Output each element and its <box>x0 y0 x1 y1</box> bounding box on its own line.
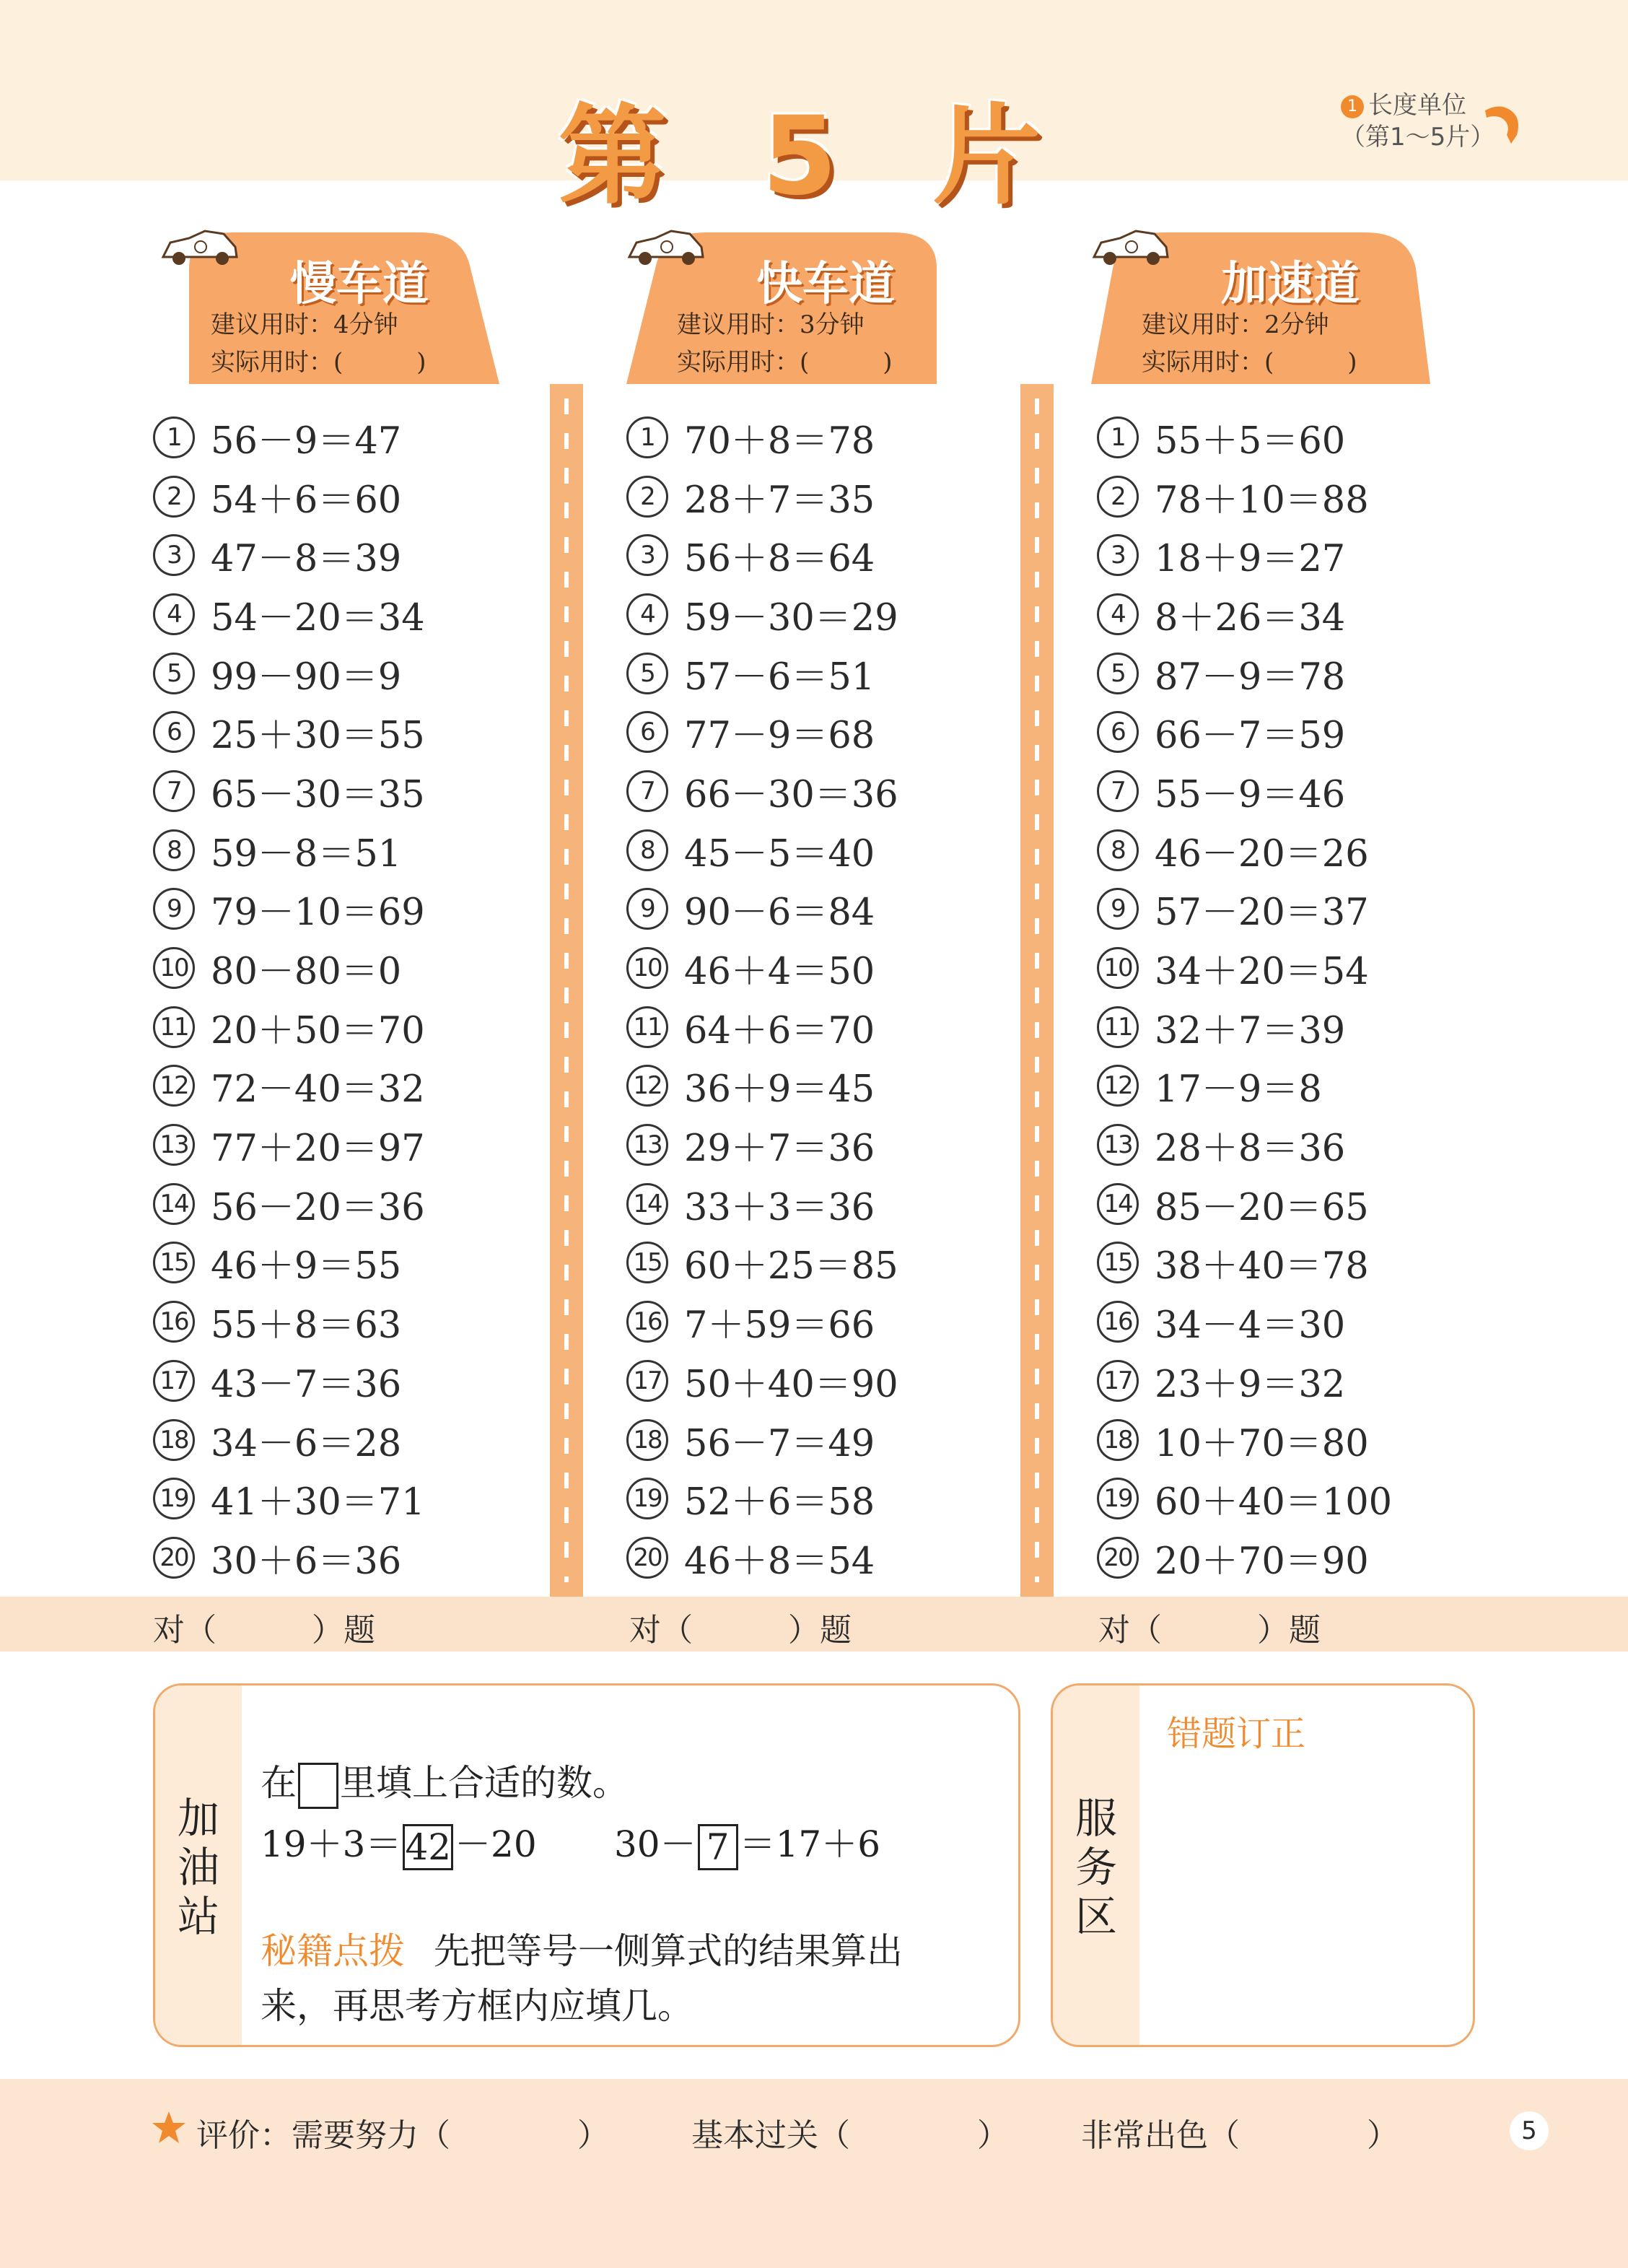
score-accel: 对（ ）题 <box>1098 1612 1321 1649</box>
problem-text: 56－20＝36 <box>211 1186 425 1229</box>
problem-number: 14 <box>1097 1183 1139 1225</box>
problem-row <box>1097 1528 1392 1587</box>
problem-number: 2 <box>153 476 195 518</box>
problem-text: 56－7＝49 <box>684 1422 875 1465</box>
problem-number: 18 <box>1097 1419 1139 1461</box>
problem-text: 55＋8＝63 <box>211 1304 402 1348</box>
eval-needs-effort: 评价：需要努力（ ） <box>196 2117 609 2154</box>
problem-text: 20＋50＝70 <box>211 1009 425 1052</box>
problem-number: 4 <box>1097 593 1139 635</box>
problem-number: 5 <box>626 653 668 694</box>
problem-row <box>1097 998 1392 1057</box>
problem-row <box>1097 644 1392 703</box>
problem-text: 46＋8＝54 <box>684 1540 875 1583</box>
actual-time: 实际用时：( ) <box>1142 348 1357 377</box>
problem-row <box>153 1234 425 1293</box>
race-car-icon <box>1091 225 1170 269</box>
problem-text: 7＋59＝66 <box>684 1304 875 1348</box>
problem-number: 12 <box>626 1065 668 1107</box>
problem-number: 20 <box>1097 1537 1139 1579</box>
correction-title: 错题订正 <box>1167 1714 1306 1754</box>
problem-number: 7 <box>626 770 668 812</box>
problem-number: 10 <box>626 947 668 989</box>
problem-number: 17 <box>1097 1360 1139 1402</box>
race-car-icon <box>160 225 240 269</box>
problem-number: 5 <box>1097 653 1139 694</box>
problem-number: 20 <box>153 1537 195 1579</box>
equation-2: 30－ 7 ＝17＋6 <box>614 1815 880 1870</box>
problem-row <box>153 1469 425 1528</box>
problem-row <box>153 1410 425 1470</box>
problem-number: 16 <box>1097 1301 1139 1343</box>
problem-text: 41＋30＝71 <box>211 1481 425 1525</box>
problem-number: 20 <box>626 1537 668 1579</box>
star-icon <box>150 2109 188 2147</box>
score-fast: 对（ ）题 <box>629 1612 852 1649</box>
problem-row <box>1097 1174 1392 1234</box>
empty-box <box>298 1763 338 1809</box>
problem-text: 55－9＝46 <box>1155 773 1346 816</box>
problem-row <box>153 1351 425 1410</box>
problem-row <box>153 467 425 526</box>
problem-row <box>626 467 898 526</box>
problem-number: 4 <box>626 593 668 635</box>
problem-row <box>626 998 898 1057</box>
problem-text: 38＋40＝78 <box>1155 1245 1369 1288</box>
problem-number: 1 <box>626 416 668 458</box>
problem-text: 34－6＝28 <box>211 1422 402 1465</box>
problem-text: 10＋70＝80 <box>1155 1422 1369 1465</box>
lane-divider <box>550 384 583 1597</box>
problem-number: 8 <box>153 829 195 871</box>
equation-1: 19＋3＝ 42 －20 <box>261 1815 537 1870</box>
problem-number: 12 <box>153 1065 195 1107</box>
problem-number: 16 <box>153 1301 195 1343</box>
problem-row <box>1097 821 1392 880</box>
problem-text: 43－7＝36 <box>211 1363 402 1406</box>
problem-text: 45－5＝40 <box>684 832 875 876</box>
lane-header-accel <box>1091 225 1430 384</box>
problem-number: 7 <box>153 770 195 812</box>
problem-row <box>626 1528 898 1587</box>
problem-row <box>153 998 425 1057</box>
problem-number: 11 <box>1097 1006 1139 1048</box>
problem-text: 77＋20＝97 <box>211 1128 425 1171</box>
problem-row <box>626 702 898 762</box>
problem-text: 33＋3＝36 <box>684 1186 875 1229</box>
problem-row <box>626 1115 898 1174</box>
problem-number: 9 <box>626 888 668 930</box>
page-title: 第 5 片 <box>558 94 1070 219</box>
problem-row <box>1097 408 1392 467</box>
problem-number: 6 <box>1097 711 1139 753</box>
problem-row <box>1097 1410 1392 1470</box>
problem-list-fast <box>626 408 898 1587</box>
problem-number: 3 <box>626 534 668 576</box>
problem-row <box>626 1351 898 1410</box>
problem-row <box>153 880 425 939</box>
unit-range: （第1～5片） <box>1341 123 1495 152</box>
problem-text: 90－6＝84 <box>684 891 875 935</box>
problem-text: 72－40＝32 <box>211 1068 425 1112</box>
problem-text: 60＋25＝85 <box>684 1245 898 1288</box>
problem-number: 6 <box>626 711 668 753</box>
problem-text: 29＋7＝36 <box>684 1128 875 1171</box>
problem-row <box>153 938 425 998</box>
problem-row <box>626 938 898 998</box>
problem-row <box>1097 585 1392 644</box>
problem-number: 9 <box>1097 888 1139 930</box>
problem-row <box>626 821 898 880</box>
problem-text: 59－8＝51 <box>211 832 402 876</box>
problem-number: 10 <box>1097 947 1139 989</box>
problem-row <box>626 1292 898 1351</box>
lane-header-fast <box>626 225 966 384</box>
problem-number: 7 <box>1097 770 1139 812</box>
suggested-time: 建议用时：4分钟 <box>211 310 398 339</box>
problem-row <box>153 1292 425 1351</box>
problem-row <box>626 408 898 467</box>
problem-number: 15 <box>626 1242 668 1283</box>
problem-number: 13 <box>1097 1124 1139 1166</box>
problem-number: 17 <box>626 1360 668 1402</box>
problem-text: 36＋9＝45 <box>684 1068 875 1112</box>
problem-text: 54＋6＝60 <box>211 479 402 522</box>
actual-time: 实际用时：( ) <box>677 348 893 377</box>
problem-number: 8 <box>1097 829 1139 871</box>
unit-tag <box>1341 90 1494 153</box>
gas-station-panel <box>153 1683 1020 2047</box>
problem-row <box>626 1174 898 1234</box>
problem-row <box>1097 880 1392 939</box>
problem-text: 34＋20＝54 <box>1155 951 1369 994</box>
lane-title: 快车道 <box>756 258 895 311</box>
lane-title: 慢车道 <box>290 258 429 311</box>
problem-text: 87－9＝78 <box>1155 655 1346 699</box>
instruction: 在 里填上合适的数。 <box>261 1754 629 1809</box>
problem-text: 50＋40＝90 <box>684 1363 898 1406</box>
problem-text: 28＋7＝35 <box>684 479 875 522</box>
problem-row <box>1097 467 1392 526</box>
problem-row <box>1097 525 1392 585</box>
problem-text: 64＋6＝70 <box>684 1009 875 1052</box>
pointing-hand-icon <box>1479 97 1530 148</box>
problem-number: 8 <box>626 829 668 871</box>
problem-text: 65－30＝35 <box>211 773 425 816</box>
problem-number: 15 <box>153 1242 195 1283</box>
eval-excellent: 非常出色（ ） <box>1081 2117 1399 2154</box>
problem-list-accel <box>1097 408 1392 1587</box>
problem-row <box>153 525 425 585</box>
problem-row <box>153 1057 425 1116</box>
problem-number: 13 <box>153 1124 195 1166</box>
problem-row <box>1097 702 1392 762</box>
problem-row <box>1097 1292 1392 1351</box>
problem-number: 1 <box>153 416 195 458</box>
problem-number: 18 <box>626 1419 668 1461</box>
lane-divider <box>1020 384 1054 1597</box>
problem-row <box>153 762 425 821</box>
problem-text: 78＋10＝88 <box>1155 479 1369 522</box>
problem-number: 11 <box>153 1006 195 1048</box>
service-area-panel <box>1051 1683 1475 2047</box>
problem-number: 4 <box>153 593 195 635</box>
page-number: 5 <box>1510 2111 1549 2150</box>
problem-text: 55＋5＝60 <box>1155 419 1346 463</box>
problem-number: 3 <box>153 534 195 576</box>
problem-text: 52＋6＝58 <box>684 1481 875 1525</box>
problem-row <box>626 585 898 644</box>
problem-text: 85－20＝65 <box>1155 1186 1369 1229</box>
problem-row <box>153 1528 425 1587</box>
problem-text: 66－30＝36 <box>684 773 898 816</box>
problem-text: 46－20＝26 <box>1155 832 1369 876</box>
problem-row <box>626 1057 898 1116</box>
problem-text: 56－9＝47 <box>211 419 402 463</box>
problem-number: 13 <box>626 1124 668 1166</box>
problem-row <box>626 525 898 585</box>
problem-row <box>1097 1057 1392 1116</box>
problem-row <box>626 1410 898 1470</box>
problem-number: 19 <box>153 1478 195 1519</box>
problem-text: 79－10＝69 <box>211 891 425 935</box>
suggested-time: 建议用时：3分钟 <box>677 310 865 339</box>
problem-text: 56＋8＝64 <box>684 538 875 581</box>
problem-text: 77－9＝68 <box>684 715 875 758</box>
problem-row <box>1097 1351 1392 1410</box>
problem-number: 19 <box>1097 1478 1139 1519</box>
problem-text: 54－20＝34 <box>211 596 425 640</box>
problem-row <box>153 702 425 762</box>
problem-number: 1 <box>1097 416 1139 458</box>
problem-text: 57－6＝51 <box>684 655 875 699</box>
problem-number: 15 <box>1097 1242 1139 1283</box>
tip-line-2: 来，再思考方框内应填几。 <box>261 1985 693 2027</box>
problem-row <box>626 644 898 703</box>
problem-row <box>153 821 425 880</box>
problem-row <box>1097 938 1392 998</box>
evaluation-band <box>0 2079 1628 2268</box>
problem-text: 30＋6＝36 <box>211 1540 402 1583</box>
problem-row <box>626 1469 898 1528</box>
problem-row <box>626 1234 898 1293</box>
problem-row <box>626 880 898 939</box>
tip-title: 秘籍点拨 <box>261 1930 405 1972</box>
actual-time: 实际用时：( ) <box>211 348 426 377</box>
problem-text: 25＋30＝55 <box>211 715 425 758</box>
problem-row <box>626 762 898 821</box>
answer-box: 42 <box>403 1824 453 1870</box>
problem-number: 18 <box>153 1419 195 1461</box>
problem-row <box>1097 1469 1392 1528</box>
unit-index-badge: 1 <box>1341 95 1364 118</box>
problem-row <box>1097 762 1392 821</box>
problem-number: 2 <box>1097 476 1139 518</box>
problem-number: 9 <box>153 888 195 930</box>
problem-number: 19 <box>626 1478 668 1519</box>
problem-number: 17 <box>153 1360 195 1402</box>
problem-list-slow <box>153 408 425 1587</box>
problem-row <box>153 1115 425 1174</box>
problem-number: 3 <box>1097 534 1139 576</box>
problem-row <box>1097 1115 1392 1174</box>
problem-text: 47－8＝39 <box>211 538 402 581</box>
score-slow: 对（ ）题 <box>153 1612 375 1649</box>
problem-text: 59－30＝29 <box>684 596 898 640</box>
problem-number: 12 <box>1097 1065 1139 1107</box>
problem-number: 2 <box>626 476 668 518</box>
problem-row <box>153 644 425 703</box>
problem-text: 80－80＝0 <box>211 951 402 994</box>
service-label: 服 务 区 <box>1075 1794 1117 1941</box>
station-label: 加 油 站 <box>177 1794 219 1941</box>
problem-row <box>153 408 425 467</box>
answer-box: 7 <box>698 1824 738 1870</box>
problem-row <box>153 1174 425 1234</box>
problem-text: 18＋9＝27 <box>1155 538 1346 581</box>
problem-text: 17－9＝8 <box>1155 1068 1322 1112</box>
problem-text: 34－4＝30 <box>1155 1304 1346 1348</box>
problem-text: 46＋4＝50 <box>684 951 875 994</box>
problem-number: 6 <box>153 711 195 753</box>
eval-basic: 基本过关（ ） <box>691 2117 1009 2154</box>
problem-text: 99－90＝9 <box>211 655 402 699</box>
problem-number: 11 <box>626 1006 668 1048</box>
tip-line-1: 秘籍点拨 先把等号一侧算式的结果算出 <box>261 1930 903 1972</box>
lane-header-slow <box>160 225 499 384</box>
problem-text: 23＋9＝32 <box>1155 1363 1346 1406</box>
problem-row <box>1097 1234 1392 1293</box>
lane-title: 加速道 <box>1221 258 1360 311</box>
problem-text: 60＋40＝100 <box>1155 1481 1393 1525</box>
problem-text: 70＋8＝78 <box>684 419 875 463</box>
problem-number: 14 <box>626 1183 668 1225</box>
problem-text: 66－7＝59 <box>1155 715 1346 758</box>
problem-number: 14 <box>153 1183 195 1225</box>
problem-number: 10 <box>153 947 195 989</box>
problem-text: 20＋70＝90 <box>1155 1540 1369 1583</box>
race-car-icon <box>626 225 706 269</box>
problem-number: 16 <box>626 1301 668 1343</box>
problem-text: 32＋7＝39 <box>1155 1009 1346 1052</box>
problem-text: 8＋26＝34 <box>1155 596 1346 640</box>
suggested-time: 建议用时：2分钟 <box>1142 310 1329 339</box>
problem-number: 5 <box>153 653 195 694</box>
problem-text: 28＋8＝36 <box>1155 1128 1346 1171</box>
unit-name: 长度单位 <box>1368 91 1466 120</box>
problem-text: 46＋9＝55 <box>211 1245 402 1288</box>
problem-row <box>153 585 425 644</box>
problem-text: 57－20＝37 <box>1155 891 1369 935</box>
